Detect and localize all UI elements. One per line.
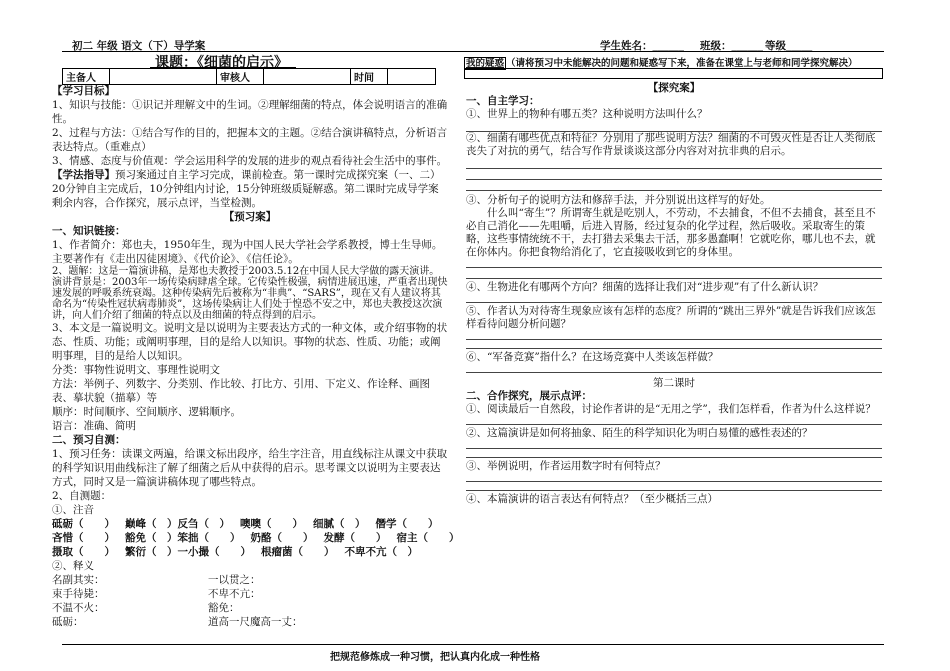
pinyin-item: 砥砺（ ） xyxy=(52,518,115,530)
pinyin-item: 繁衍（ ）一小撮（ ） xyxy=(125,546,251,558)
reviewer-cell xyxy=(264,69,351,85)
pinyin-item: 僭学（ ） xyxy=(375,518,439,530)
author-intro: 1、作者简介：郑也夫，1950年生，现为中国人民大学社会学系教授，博士生导师。主要著作有《走出囚徒困境》、《代价论》、《信任论》。 xyxy=(52,239,443,265)
pinyin-item: 豁免（ ）笨拙（ ） xyxy=(125,532,241,544)
footer-motto: 把规范修炼成一种习惯，把认真内化成一种性格 xyxy=(330,652,540,663)
goal-1: 1、知识与技能：①识记并理解文中的生词。②理解细菌的特点，体会说明语言的准确性。 xyxy=(52,99,448,125)
time-cell xyxy=(388,69,436,85)
info-table xyxy=(62,68,436,85)
title-explanation: 2、题解：这是一篇演讲稿，是郑也夫教授于2003.5.12在中国人民大学做的露天演讲。演讲背景是：2003年一场传染病肆虐全球。它传染性极强，病情进展迅速，严重者出现快速发展的呼吸系统衰竭。这种传染病先后被称为“非典”、“SARS”，现在又有人建议将其命名为“传染性冠状病毒肺炎”，这场传染病让人们处于惶恐不安之中，郑也夫教授这次演讲，向人们介绍了细菌的特点以及由细菌的特点得到的启示。 xyxy=(52,266,448,321)
self-test-title: 二、预习自测： xyxy=(52,434,126,446)
answer-line[interactable] xyxy=(466,416,882,425)
question-5: ⑤、作者认为对待寄生现象应该有怎样的态度？所谓的“跳出三界外”就是告诉我们应该怎样看待问题分析问题？ xyxy=(466,305,876,330)
pinyin-item: 摄取（ ） xyxy=(52,546,115,558)
coop-question-1: ①、阅读最后一自然段，讨论作者讲的是“无用之学”，我们怎样看，作者为什么这样说？ xyxy=(466,403,876,415)
answer-line[interactable] xyxy=(466,294,882,303)
answer-line[interactable] xyxy=(466,340,882,349)
pinyin-label: ①、注音 xyxy=(52,504,94,516)
coop-question-2: ②、这篇演讲是如何将抽象、陌生的科学知识化为明白易懂的感性表述的？ xyxy=(466,427,813,439)
doubt-box[interactable] xyxy=(464,68,883,79)
lesson-title: 课题：《细菌的启示》 xyxy=(155,55,288,71)
pinyin-row-3 xyxy=(52,545,448,559)
footer-rule xyxy=(62,644,884,645)
pinyin-item: 发酵（ ） xyxy=(323,532,387,544)
explore-title: 【探究案】 xyxy=(647,82,701,94)
pinyin-item: 不卑不亢（ ） xyxy=(344,546,418,558)
define-item: 豁免： xyxy=(208,602,240,614)
grade-header: 初二 年级 语文（下）导学案 xyxy=(72,40,206,52)
define-row-1 xyxy=(52,573,448,587)
answer-line[interactable] xyxy=(466,473,882,482)
answer-line[interactable] xyxy=(466,364,882,373)
answer-line[interactable] xyxy=(466,180,882,191)
level-field: 等级_____ xyxy=(765,40,813,52)
pinyin-item: 噢噢（ ） xyxy=(240,518,303,530)
answer-line[interactable] xyxy=(466,121,882,132)
answer-line[interactable] xyxy=(466,268,882,279)
goal-2: 2、过程与方法：①结合写作的目的，把握本文的主题。②结合演讲稿特点，分析语言表达特点。（重难点） xyxy=(52,127,448,153)
question-3-quote: 什么叫“寄生”？所谓寄生就是吃别人，不劳动，不去捕食，不但不去捕食，甚至且不必自己消化——先咀嚼，后进入胃肠，经过复杂的化学过程，然后吸收。采取寄生的策略，这些事情统统不干，去打猎去采集去干活，那多愚蠢啊！它就吃你，哪儿也不去，就在你体内。你把食物给消化了，它直接吸收到它的身体里。 xyxy=(466,207,876,258)
goals-title: 【学习目标】 xyxy=(52,85,115,97)
guide-text: 预习案通过自主学习完成，课前检查。第一课时完成探究案（一、二）20分钟自主完成后，10分钟组内讨论，15分钟班级质疑解惑。第二课时完成导学案剩余内容，合作探究，展示点评，当堂检测。 xyxy=(52,169,441,209)
pinyin-item: 根瘤菌（ ） xyxy=(261,546,335,558)
knowledge-title: 一、知识链接： xyxy=(52,225,126,237)
self-study-title: 一、自主学习： xyxy=(466,95,540,107)
define-item: 不卑不亢： xyxy=(208,588,261,600)
define-row-2 xyxy=(52,587,448,601)
pinyin-item: 奶酪（ ） xyxy=(250,532,314,544)
preparer-label: 主备人 xyxy=(63,69,110,85)
left-column xyxy=(52,84,460,629)
student-name-field: 学生姓名：______ xyxy=(600,40,684,52)
lesson-two-label: 第二课时 xyxy=(653,377,695,389)
genre-order: 顺序：时间顺序、空间顺序、逻辑顺序。 xyxy=(52,406,241,418)
right-column xyxy=(466,82,882,506)
answer-line[interactable] xyxy=(466,158,882,169)
answer-line[interactable] xyxy=(466,331,882,340)
cooperative-title: 二、合作探究，展示点评： xyxy=(466,390,592,402)
question-3: ③、分析句子的说明方法和修辞手法，并分别说出这样写的好处。 xyxy=(466,194,771,206)
question-6: ⑥、“军备竞赛”指什么？在这场竞赛中人类该怎样做？ xyxy=(466,351,719,363)
define-item: 道高一尺魔高一丈： xyxy=(208,616,303,628)
pinyin-item: 细腻（ ） xyxy=(313,518,366,530)
define-item: 不温不火： xyxy=(52,602,105,614)
pinyin-item: 宿主（ ） xyxy=(396,532,460,544)
question-2: ②、细菌有哪些优点和特征？分别用了那些说明方法？细菌的不可毁灭性是否让人类彻底丧失了对抗的勇气，结合写作背景谈谈这部分内容对对抗非典的启示。 xyxy=(466,132,876,157)
answer-line[interactable] xyxy=(466,440,882,449)
question-1: ①、世界上的物种有哪五类？这种说明方法叫什么？ xyxy=(466,108,708,120)
answer-line[interactable] xyxy=(466,449,882,458)
preview-title: 【预习案】 xyxy=(223,211,277,223)
define-label: ②、释义 xyxy=(52,560,94,572)
doubt-instruction: （请将预习中未能解决的问题和疑惑写下来，准备在课堂上与老师和同学探究解决） xyxy=(506,58,858,69)
reviewer-label: 审核人 xyxy=(217,69,264,85)
define-item: 一以贯之： xyxy=(208,574,261,586)
genre-language: 语言：准确、简明 xyxy=(52,420,136,432)
coop-question-4: ④、本篇演讲的语言表达有何特点？（至少概括三点） xyxy=(466,493,718,505)
pinyin-row-2 xyxy=(52,531,460,545)
question-4: ④、生物进化有哪两个方向？细菌的选择让我们对“进步观”有了什么新认识？ xyxy=(466,281,824,293)
define-row-4 xyxy=(52,615,448,629)
doubt-row xyxy=(464,55,858,69)
method-guide xyxy=(52,168,448,210)
define-item: 名副其实： xyxy=(52,574,105,586)
class-field: 班级：______ xyxy=(700,40,763,52)
preparer-cell xyxy=(110,69,217,85)
guide-label: 【学法指导】 xyxy=(52,169,115,181)
answer-line[interactable] xyxy=(466,482,882,491)
pinyin-row-1 xyxy=(52,517,448,531)
genre-methods: 方法：举例子、列数字、分类别、作比较、打比方、引用、下定义、作诠释、画图表、摹状貌（描摹）等 xyxy=(52,378,430,404)
define-item: 砥砺： xyxy=(52,616,84,628)
coop-question-3: ③、举例说明，作者运用数字时有何特点？ xyxy=(466,460,666,472)
self-test-label: 2、自测题： xyxy=(52,490,112,502)
genre-categories: 分类：事物性说明文、事理性说明文 xyxy=(52,364,220,376)
doubt-label: 我的疑惑 xyxy=(466,58,505,69)
define-row-3 xyxy=(52,601,448,615)
pinyin-item: 吝惜（ ） xyxy=(52,532,115,544)
answer-line[interactable] xyxy=(466,259,882,268)
answer-line[interactable] xyxy=(466,169,882,180)
genre-intro: 3、本文是一篇说明文。说明文是以说明为主要表达方式的一种文体，或介绍事物的状态、性质、功能；或阐明事理，目的是给人以知识。事物的状态、性质、功能；或阐明事理，目的是给人以知识。 xyxy=(52,322,448,362)
pinyin-item: 巅峰（ ）反刍（ ） xyxy=(125,518,230,530)
time-label: 时间 xyxy=(351,69,388,85)
define-item: 束手待毙： xyxy=(52,588,105,600)
goal-3: 3、情感、态度与价值观：学会运用科学的发展的进步的观点看待社会生活中的事件。 xyxy=(52,155,448,167)
preview-task: 1、预习任务：读课文两遍，给课文标出段序，给生字注音，用直线标注从课文中获取的科学知识用曲线标注了解了细菌之后从中获得的启示。思考课文以说明为主要表达方式，同时又是一篇演讲稿体现了哪些特点。 xyxy=(52,448,448,488)
